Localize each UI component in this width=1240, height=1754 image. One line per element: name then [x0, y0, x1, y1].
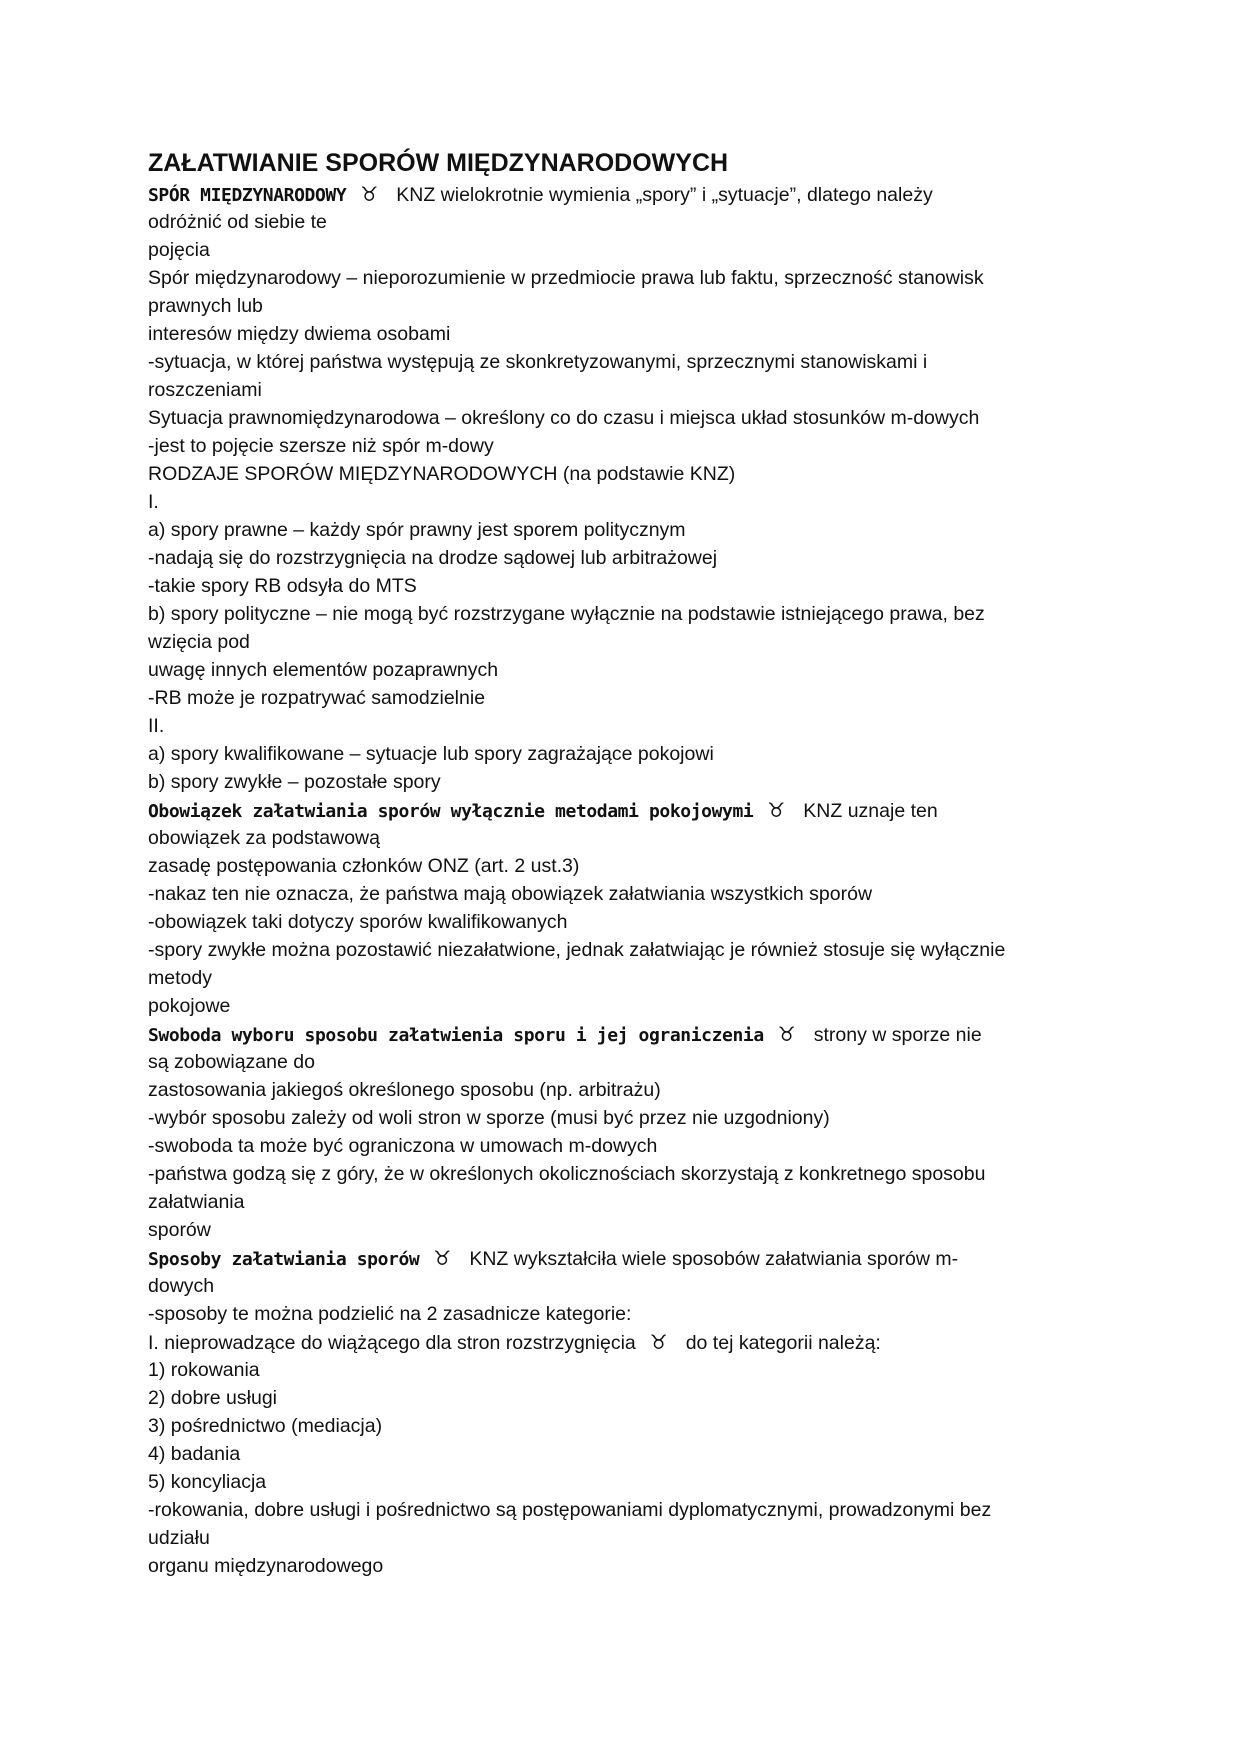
- line-text: -jest to pojęcie szersze niż spór m-dowy: [148, 435, 494, 457]
- text-line: [148, 1020, 1088, 1048]
- section-heading: Obowiązek załatwiania sporów wyłącznie metodami pokojowymi: [148, 801, 754, 822]
- section-heading: Swoboda wyboru sposobu załatwienia sporu i jej ograniczenia: [148, 1025, 764, 1046]
- text-line: [148, 1272, 1088, 1300]
- line-text: odróżnić od siebie te: [148, 211, 327, 233]
- line-text: Sytuacja prawnomiędzynarodowa – określony co do czasu i miejsca układ stosunków m-dowych: [148, 407, 980, 429]
- line-text: 2) dobre usługi: [148, 1387, 277, 1409]
- line-text: RODZAJE SPORÓW MIĘDZYNARODOWYCH (na podstawie KNZ): [148, 463, 736, 485]
- line-text: udziału: [148, 1527, 210, 1549]
- line-text: strony w sporze nie: [813, 1024, 982, 1046]
- line-lead: I. nieprowadzące do wiążącego dla stron rozstrzygnięcia: [148, 1332, 636, 1354]
- line-text: załatwiania: [148, 1191, 245, 1213]
- text-line: [148, 516, 1088, 544]
- line-text: -wybór sposobu zależy od woli stron w sporze (musi być przez nie uzgodniony): [148, 1107, 830, 1129]
- text-line: [148, 488, 1088, 516]
- line-text: pojęcia: [148, 239, 210, 261]
- text-line: [148, 852, 1088, 880]
- text-line: [148, 908, 1088, 936]
- text-line: [148, 824, 1088, 852]
- section-heading: SPÓR MIĘDZYNARODOWY: [148, 185, 347, 206]
- text-line: [148, 404, 1088, 432]
- text-line: [148, 1132, 1088, 1160]
- text-line: [148, 992, 1088, 1020]
- taurus-symbol-icon: ♉: [649, 1330, 668, 1354]
- text-line: [148, 208, 1088, 236]
- text-line: [148, 1104, 1088, 1132]
- line-text: -takie spory RB odsyła do MTS: [148, 575, 417, 597]
- document-body: [148, 180, 1088, 1580]
- line-text: 3) pośrednictwo (mediacja): [148, 1415, 383, 1437]
- text-line: [148, 264, 1088, 292]
- text-line: [148, 964, 1088, 992]
- text-line: [148, 1440, 1088, 1468]
- text-line: [148, 572, 1088, 600]
- text-line: [148, 796, 1088, 824]
- line-text: uwagę innych elementów pozaprawnych: [148, 659, 499, 681]
- line-text: sporów: [148, 1219, 211, 1241]
- text-line: [148, 656, 1088, 684]
- document-page: [148, 146, 1088, 1580]
- line-text: 1) rokowania: [148, 1359, 260, 1381]
- text-line: [148, 600, 1088, 628]
- line-text: zasadę postępowania członków ONZ (art. 2 ust.3): [148, 855, 580, 877]
- text-line: [148, 544, 1088, 572]
- line-text: -RB może je rozpatrywać samodzielnie: [148, 687, 486, 709]
- taurus-symbol-icon: ♉: [767, 798, 786, 822]
- text-line: [148, 236, 1088, 264]
- line-text: -państwa godzą się z góry, że w określonych okolicznościach skorzystają z konkretnego sposobu: [148, 1163, 986, 1185]
- text-line: [148, 628, 1088, 656]
- line-text: -swoboda ta może być ograniczona w umowach m-dowych: [148, 1135, 658, 1157]
- line-text: są zobowiązane do: [148, 1051, 315, 1073]
- text-line: [148, 1244, 1088, 1272]
- line-text: 5) koncyliacja: [148, 1471, 267, 1493]
- text-line: [148, 1048, 1088, 1076]
- line-text: prawnych lub: [148, 295, 263, 317]
- line-text: wzięcia pod: [148, 631, 250, 653]
- text-line: [148, 348, 1088, 376]
- text-line: [148, 1300, 1088, 1328]
- line-text: roszczeniami: [148, 379, 262, 401]
- text-line: [148, 376, 1088, 404]
- text-line: [148, 1552, 1088, 1580]
- line-text: metody: [148, 967, 212, 989]
- text-line: [148, 1188, 1088, 1216]
- line-text: -rokowania, dobre usługi i pośrednictwo są postępowaniami dyplomatycznymi, prowadzonymi bez: [148, 1499, 992, 1521]
- line-text: -obowiązek taki dotyczy sporów kwalifikowanych: [148, 911, 568, 933]
- line-text: b) spory polityczne – nie mogą być rozstrzygane wyłącznie na podstawie istniejącego prawa, bez: [148, 603, 985, 625]
- text-line: [148, 740, 1088, 768]
- text-line: [148, 1328, 1088, 1356]
- line-text: obowiązek za podstawową: [148, 827, 380, 849]
- line-text: zastosowania jakiegoś określonego sposobu (np. arbitrażu): [148, 1079, 661, 1101]
- taurus-symbol-icon: ♉: [360, 182, 379, 206]
- line-text: a) spory prawne – każdy spór prawny jest sporem politycznym: [148, 519, 686, 541]
- line-text: pokojowe: [148, 995, 231, 1017]
- text-line: [148, 768, 1088, 796]
- line-text: -sytuacja, w której państwa występują ze skonkretyzowanymi, sprzecznymi stanowiskami i: [148, 351, 928, 373]
- line-text: b) spory zwykłe – pozostałe spory: [148, 771, 441, 793]
- line-text: -nakaz ten nie oznacza, że państwa mają obowiązek załatwiania wszystkich sporów: [148, 883, 873, 905]
- document-title: ZAŁATWIANIE SPORÓW MIĘDZYNARODOWYCH: [148, 149, 729, 177]
- line-text: KNZ wielokrotnie wymienia „spory” i „sytuacje”, dlatego należy: [396, 184, 933, 206]
- line-text: 4) badania: [148, 1443, 241, 1465]
- line-text: a) spory kwalifikowane – sytuacje lub spory zagrażające pokojowi: [148, 743, 714, 765]
- text-line: [148, 1524, 1088, 1552]
- text-line: [148, 460, 1088, 488]
- line-text: I.: [148, 491, 159, 513]
- text-line: [148, 432, 1088, 460]
- line-text: dowych: [148, 1275, 215, 1297]
- section-heading: Sposoby załatwiania sporów: [148, 1249, 420, 1270]
- text-line: [148, 1076, 1088, 1104]
- line-text: -spory zwykłe można pozostawić niezałatwione, jednak załatwiając je również stosuje się wyłącznie: [148, 939, 1006, 961]
- line-text: KNZ uznaje ten: [803, 800, 938, 822]
- line-text: Spór międzynarodowy – nieporozumienie w przedmiocie prawa lub faktu, sprzeczność stanowisk: [148, 267, 984, 289]
- text-line: [148, 1216, 1088, 1244]
- line-text: interesów między dwiema osobami: [148, 323, 451, 345]
- line-text: -nadają się do rozstrzygnięcia na drodze sądowej lub arbitrażowej: [148, 547, 718, 569]
- text-line: [148, 292, 1088, 320]
- text-line: [148, 712, 1088, 740]
- text-line: [148, 1412, 1088, 1440]
- text-line: [148, 1384, 1088, 1412]
- text-line: [148, 1356, 1088, 1384]
- text-line: [148, 880, 1088, 908]
- taurus-symbol-icon: ♉: [433, 1246, 452, 1270]
- text-line: [148, 684, 1088, 712]
- line-text: II.: [148, 715, 165, 737]
- taurus-symbol-icon: ♉: [777, 1022, 796, 1046]
- text-line: [148, 1160, 1088, 1188]
- text-line: [148, 320, 1088, 348]
- text-line: [148, 1496, 1088, 1524]
- line-text: -sposoby te można podzielić na 2 zasadnicze kategorie:: [148, 1303, 632, 1325]
- line-text: organu międzynarodowego: [148, 1555, 384, 1577]
- text-line: [148, 1468, 1088, 1496]
- text-line: [148, 180, 1088, 208]
- line-text: do tej kategorii należą:: [685, 1332, 881, 1354]
- line-text: KNZ wykształciła wiele sposobów załatwiania sporów m-: [469, 1248, 959, 1270]
- text-line: [148, 936, 1088, 964]
